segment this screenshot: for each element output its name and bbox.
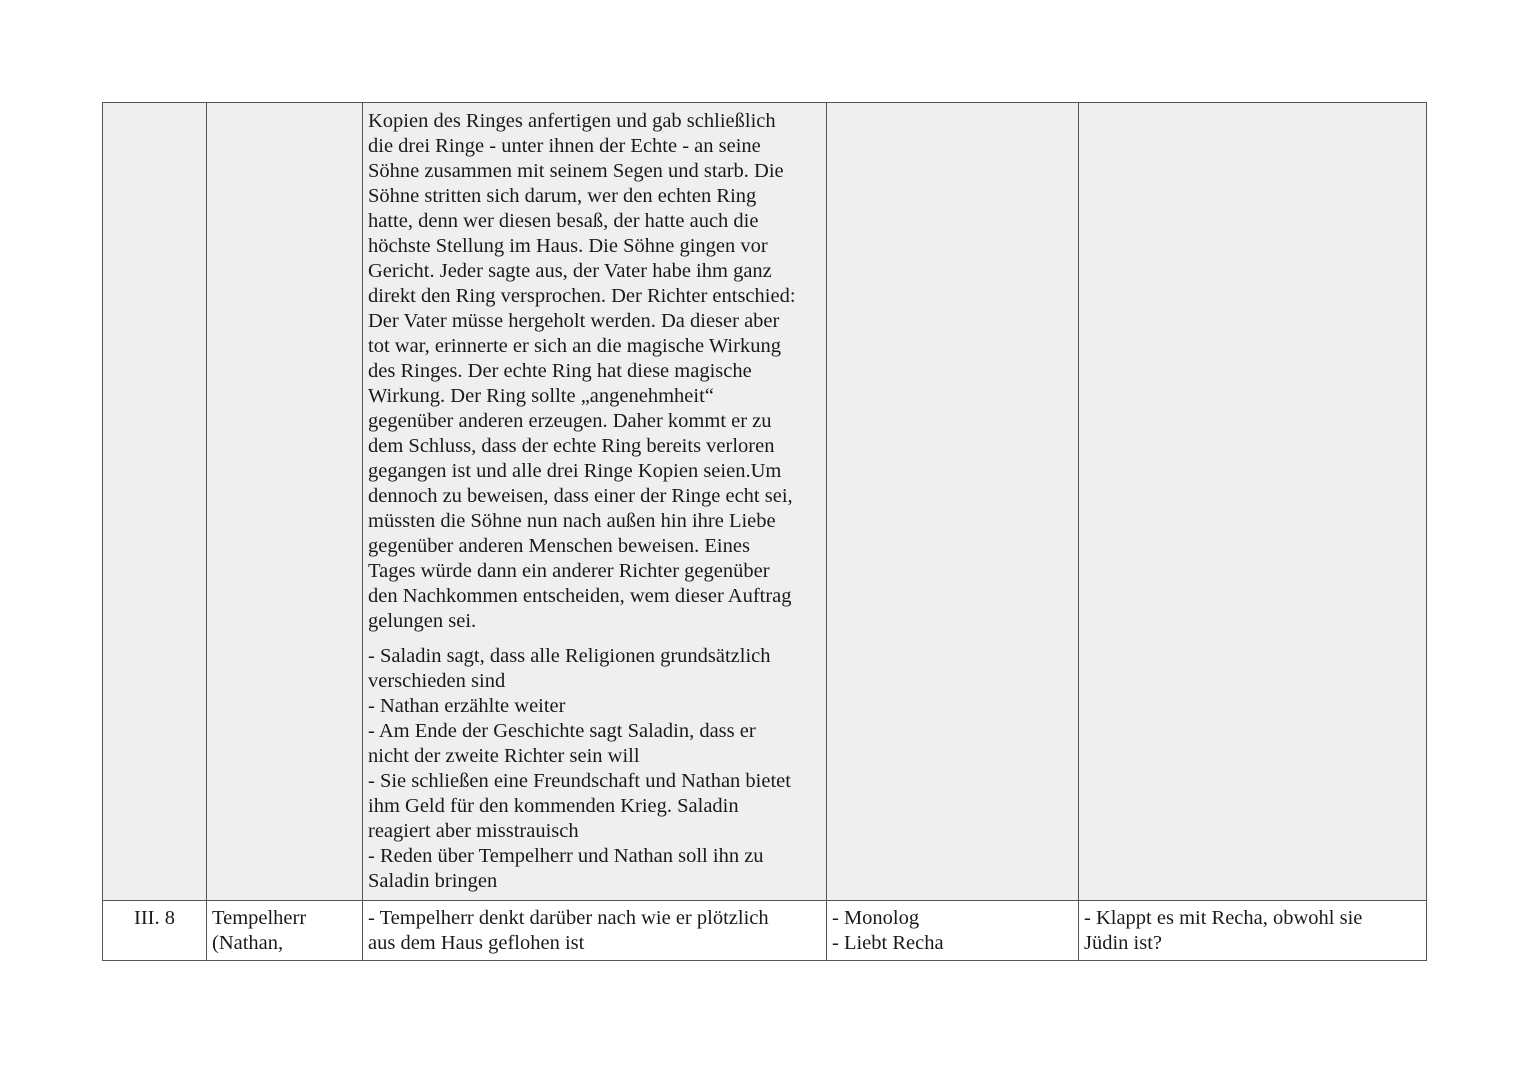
text-line: - Nathan erzählte weiter [368,695,566,717]
text-line: höchste Stellung im Haus. Die Söhne gingen vor [368,235,768,257]
text-line: gegenüber anderen Menschen beweisen. Eines [368,535,750,557]
scene-cell: III. 8 [103,901,207,961]
text-line: Gericht. Jeder sagte aus, der Vater habe ihm ganz [368,260,772,282]
text-line: (Nathan, [212,932,284,954]
text-line: gelungen sei. [368,610,477,632]
text-line: - Tempelherr denkt darüber nach wie er plötzlich [368,907,769,929]
paragraph-gap [368,634,821,644]
text-line: nicht der zweite Richter sein will [368,745,640,767]
text-line: direkt den Ring versprochen. Der Richter entschied: [368,285,796,307]
table-row [103,901,1427,961]
text-line: verschieden sind [368,670,506,692]
text-line: Wirkung. Der Ring sollte „angenehmheit“ [368,385,714,407]
text-line: Tages würde dann ein anderer Richter gegenüber [368,560,770,582]
text-line: - Monolog [832,907,920,929]
text-line: - Klappt es mit Recha, obwohl sie [1084,907,1363,929]
questions-cell [1079,901,1427,961]
table-row [103,103,1427,901]
text-line: den Nachkommen entscheiden, wem dieser Auftrag [368,585,792,607]
scene-cell [103,103,207,901]
text-line: die drei Ringe - unter ihnen der Echte - an seine [368,135,761,157]
text-line: - Liebt Recha [832,932,944,954]
persons-cell [207,103,363,901]
text-line: - Reden über Tempelherr und Nathan soll ihn zu [368,845,764,867]
text-line: Jüdin ist? [1084,932,1163,954]
text-line: dennoch zu beweisen, dass einer der Ringe echt sei, [368,485,793,507]
text-line: müssten die Söhne nun nach außen hin ihre Liebe [368,510,776,532]
content-paragraph [368,109,821,634]
text-line: gegangen ist und alle drei Ringe Kopien seien.Um [368,460,782,482]
text-line: Saladin bringen [368,870,498,892]
text-line: - Sie schließen eine Freundschaft und Nathan bietet [368,770,791,792]
form-cell [827,901,1079,961]
text-line: tot war, erinnerte er sich an die magische Wirkung [368,335,781,357]
text-line: Kopien des Ringes anfertigen und gab schließlich [368,110,776,132]
content-cell [363,901,827,961]
persons-cell [207,901,363,961]
text-line: gegenüber anderen erzeugen. Daher kommt er zu [368,410,772,432]
text-line: - Am Ende der Geschichte sagt Saladin, dass er [368,720,756,742]
form-cell [827,103,1079,901]
text-line: ihm Geld für den kommenden Krieg. Saladin [368,795,739,817]
content-bullets [368,644,821,894]
text-line: dem Schluss, dass der echte Ring bereits verloren [368,435,775,457]
text-line: Söhne zusammen mit seinem Segen und starb. Die [368,160,784,182]
text-line: aus dem Haus geflohen ist [368,932,585,954]
text-line: hatte, denn wer diesen besaß, der hatte auch die [368,210,759,232]
text-line: - Saladin sagt, dass alle Religionen grundsätzlich [368,645,771,667]
text-line: Söhne stritten sich darum, wer den echten Ring [368,185,757,207]
text-line: reagiert aber misstrauisch [368,820,579,842]
text-line: des Ringes. Der echte Ring hat diese magische [368,360,752,382]
content-cell [363,103,827,901]
questions-cell [1079,103,1427,901]
text-line: Tempelherr [212,907,307,929]
scene-table [102,102,1427,961]
text-line: Der Vater müsse hergeholt werden. Da dieser aber [368,310,780,332]
